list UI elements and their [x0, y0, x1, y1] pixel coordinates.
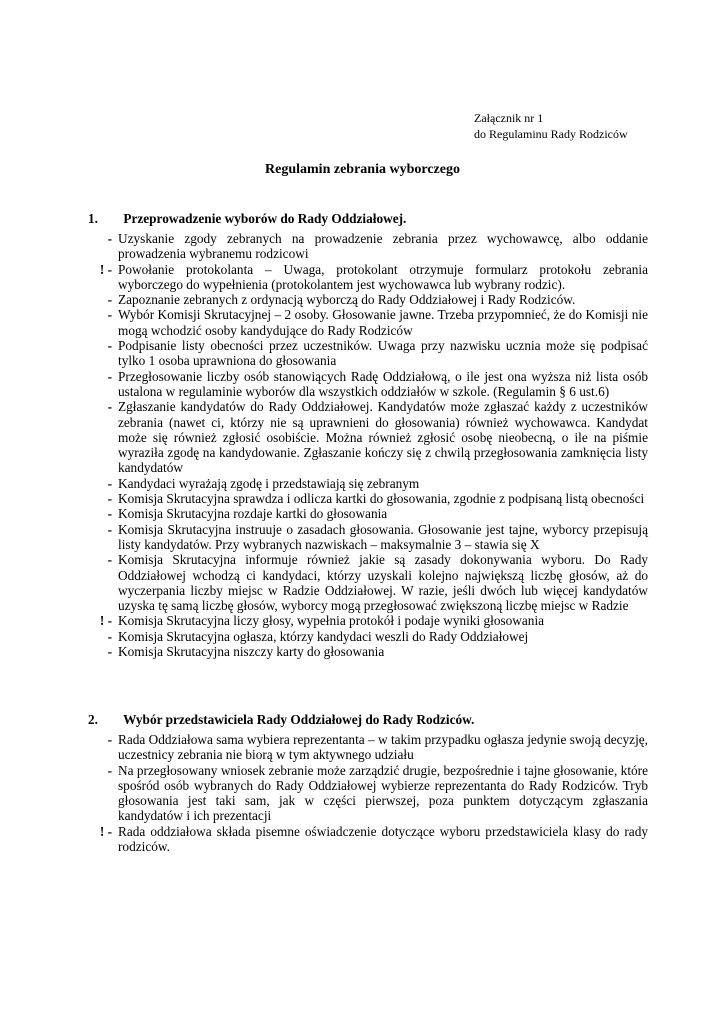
item-marker: ! -	[99, 261, 112, 277]
attachment-header	[474, 110, 628, 142]
document-title: Regulamin zebrania wyborczego	[265, 162, 460, 177]
attachment-number: Załącznik nr 1	[474, 111, 544, 125]
item-text: Komisja Skrutacyjna niszczy karty do głosowania	[118, 644, 385, 660]
list-item	[88, 629, 648, 644]
list-item	[88, 369, 648, 400]
list-item	[88, 732, 648, 763]
item-marker: -	[107, 292, 112, 308]
item-text: Wybór Komisji Skrutacyjnej – 2 osoby. Głosowanie jawne. Trzeba przypomnieć, że do Komisji nie mogą wchodzić osoby kandydujące do Rady Rodziców	[118, 307, 648, 338]
list-item	[88, 231, 648, 262]
list-item	[88, 552, 648, 613]
item-marker: -	[107, 644, 112, 660]
item-text: Zgłaszanie kandydatów do Rady Oddziałowej. Kandydatów może zgłaszać każdy z uczestników zebrania (nawet ci, którzy nie są uprawnieni do głosowania) również wychowawca. Kandydat może się również zgłosić osobiście. Można również zgłosić osobę nieobecną, o ile na piśmie wyraziła zgodę na kandydowanie. Zgłaszanie kończy się z chwilą przegłosowania zamknięcia listy kandydatów	[118, 399, 648, 476]
item-marker: ! -	[99, 613, 112, 629]
item-marker: ! -	[99, 823, 112, 839]
section-number: 2.	[88, 712, 98, 727]
item-marker: -	[107, 231, 112, 246]
list-item	[88, 763, 648, 824]
item-text: Podpisanie listy obecności przez uczestników. Uwaga przy nazwisku ucznia może się podpisać tylko 1 osoba uprawniona do głosowania	[118, 338, 648, 369]
section-title: Przeprowadzenie wyborów do Rady Oddziałowej.	[123, 211, 407, 226]
section-1	[88, 210, 648, 659]
item-text: Zapoznanie zebranych z ordynacją wyborczą do Rady Oddziałowej i Rady Rodziców.	[118, 292, 576, 308]
section-heading	[88, 210, 648, 228]
item-text: Uzyskanie zgody zebranych na prowadzenie zebrania przez wychowawcę, albo oddanie prowadzenia wybranemu rodzicowi	[118, 231, 648, 262]
item-text: Komisja Skrutacyjna liczy głosy, wypełnia protokół i podaje wyniki głosowania	[118, 613, 545, 629]
item-marker: -	[107, 521, 112, 537]
list-item	[88, 613, 648, 628]
list-item	[88, 522, 648, 553]
list-item	[88, 506, 648, 521]
item-text: Rada oddziałowa składa pisemne oświadczenie dotyczące wyboru przedstawiciela klasy do rady rodziców.	[118, 823, 648, 855]
item-marker: -	[107, 552, 112, 568]
section-2	[88, 711, 648, 854]
item-text: Przegłosowanie liczby osób stanowiących Radę Oddziałową, o ile jest ona wyższa niż lista osób ustalona w regulaminie wyborów dla wszystkich oddziałów w szkole. (Regulamin § 6 ust.6)	[118, 368, 648, 399]
item-text: Powołanie protokolanta – Uwaga, protokolant otrzymuje formularz protokołu zebrania wyborczego do wypełnienia (protokolantem jest wychowawca lub wybrany rodzic).	[118, 261, 648, 292]
section-title: Wybór przedstawiciela Rady Oddziałowej do Rady Rodziców.	[123, 712, 475, 727]
item-text: Komisja Skrutacyjna instruuje o zasadach głosowania. Głosowanie jest tajne, wyborcy przepisują listy kandydatów. Przy wybranych nazwiskach – maksymalnie 3 – stawia się X	[118, 521, 648, 552]
item-marker: -	[107, 475, 112, 491]
item-marker: -	[107, 762, 112, 778]
section-number: 1.	[88, 211, 98, 226]
list-item	[88, 491, 648, 506]
list-item	[88, 476, 648, 491]
list-item	[88, 292, 648, 307]
item-marker: -	[107, 628, 112, 644]
item-text: Rada Oddziałowa sama wybiera reprezentanta – w takim przypadku ogłasza jedynie swoją decyzję, uczestnicy zebrania nie biorą w tym aktywnego udziału	[118, 732, 648, 763]
section-heading	[88, 711, 648, 729]
item-text: Komisja Skrutacyjna informuje również jakie są zasady dokonywania wyboru. Do Rady Oddziałowej wchodzą ci kandydaci, którzy uzyskali kolejno największą liczbę głosów, aż do wyczerpania liczby miejsc w Radzie Oddziałowej. W razie, jeśli dwóch lub więcej kandydatów uzyska tę samą liczbę głosów, wyborcy mogą przegłosować zwiększoną liczbę miejsc w Radzie	[118, 552, 648, 614]
item-marker: -	[107, 368, 112, 384]
attachment-reference: do Regulaminu Rady Rodziców	[474, 127, 628, 141]
list-item	[88, 824, 648, 855]
list-item	[88, 399, 648, 475]
item-marker: -	[107, 307, 112, 323]
item-text: Komisja Skrutacyjna sprawdza i odlicza kartki do głosowania, zgodnie z podpisaną listą obecności	[118, 491, 645, 507]
list-item	[88, 262, 648, 293]
item-text: Komisja Skrutacyjna rozdaje kartki do głosowania	[118, 506, 388, 522]
item-text: Komisja Skrutacyjna ogłasza, którzy kandydaci weszli do Rady Oddziałowej	[118, 628, 529, 644]
list-item	[88, 307, 648, 338]
item-text: Na przegłosowany wniosek zebranie może zarządzić drugie, bezpośrednie i tajne głosowanie, które spośród osób wybranych do Rady Oddziałowej wybierze reprezentanta do Rady Rodziców. Tryb głosowania jest taki sam, jak w części pierwszej, poza punktem dotyczącym zgłaszania kandydatów i ich prezentacji	[118, 762, 648, 824]
list-item	[88, 644, 648, 659]
item-marker: -	[107, 338, 112, 354]
item-text: Kandydaci wyrażają zgodę i przedstawiają się zebranym	[118, 475, 420, 491]
list-item	[88, 338, 648, 369]
item-marker: -	[107, 732, 112, 747]
item-marker: -	[107, 506, 112, 522]
item-marker: -	[107, 399, 112, 415]
item-marker: -	[107, 491, 112, 507]
